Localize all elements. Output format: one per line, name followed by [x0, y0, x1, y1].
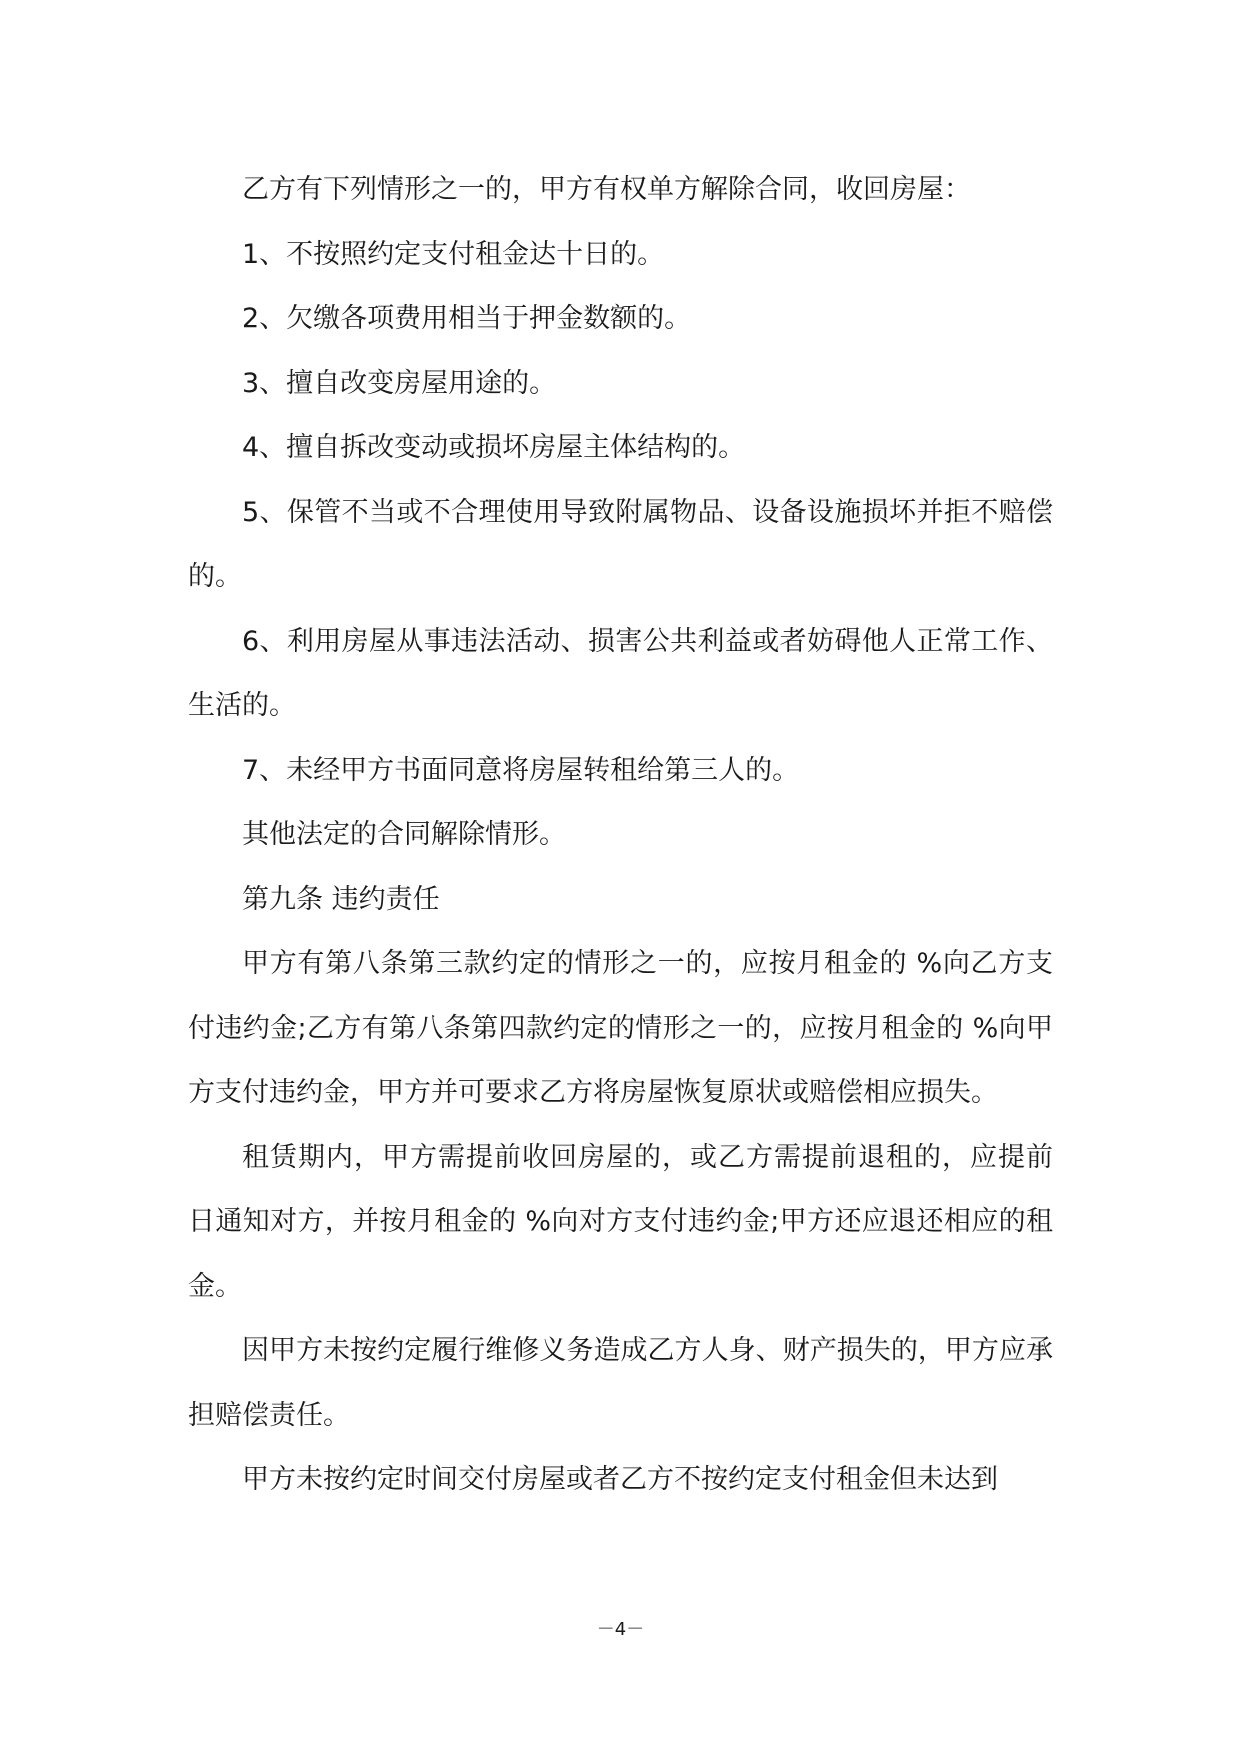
- document-body: [188, 158, 1053, 1513]
- paragraph-early-termination: 租赁期内，甲方需提前收回房屋的，或乙方需提前退租的，应提前 日通知对方，并按月租金的 %向对方支付违约金;甲方还应退还相应的租金。: [188, 1141, 1053, 1302]
- paragraph-item-1: 1、不按照约定支付租金达十日的。: [242, 238, 665, 270]
- paragraph-item-2: 2、欠缴各项费用相当于押金数额的。: [242, 303, 692, 334]
- paragraph-item-7: 7、未经甲方书面同意将房屋转租给第三人的。: [242, 754, 800, 786]
- paragraph-item-6: 6、利用房屋从事违法活动、损害公共利益或者妨碍他人正常工作、生活的。: [188, 625, 1053, 721]
- paragraph-repair-liability: 因甲方未按约定履行维修义务造成乙方人身、财产损失的，甲方应承担赔偿责任。: [188, 1335, 1053, 1431]
- paragraph-item-5: 5、保管不当或不合理使用导致附属物品、设备设施损坏并拒不赔偿的。: [188, 496, 1053, 592]
- paragraph-item-3: 3、擅自改变房屋用途的。: [242, 367, 557, 399]
- section-heading-article-9: 第九条 违约责任: [242, 883, 440, 915]
- paragraph-late-delivery: 甲方未按约定时间交付房屋或者乙方不按约定支付租金但未达到: [242, 1464, 998, 1495]
- paragraph-other-termination: 其他法定的合同解除情形。: [242, 819, 566, 850]
- paragraph-termination-intro: 乙方有下列情形之一的，甲方有权单方解除合同，收回房屋：: [242, 174, 971, 205]
- page-number: －4－: [596, 1619, 645, 1640]
- paragraph-liquidated-damages: 甲方有第八条第三款约定的情形之一的，应按月租金的 %向乙方支付违约金;乙方有第八条第四款约定的情形之一的，应按月租金的 %向甲方支付违约金，甲方并可要求乙方将房屋恢复原状或赔偿相应损失。: [188, 948, 1053, 1108]
- paragraph-item-4: 4、擅自拆改变动或损坏房屋主体结构的。: [242, 432, 746, 463]
